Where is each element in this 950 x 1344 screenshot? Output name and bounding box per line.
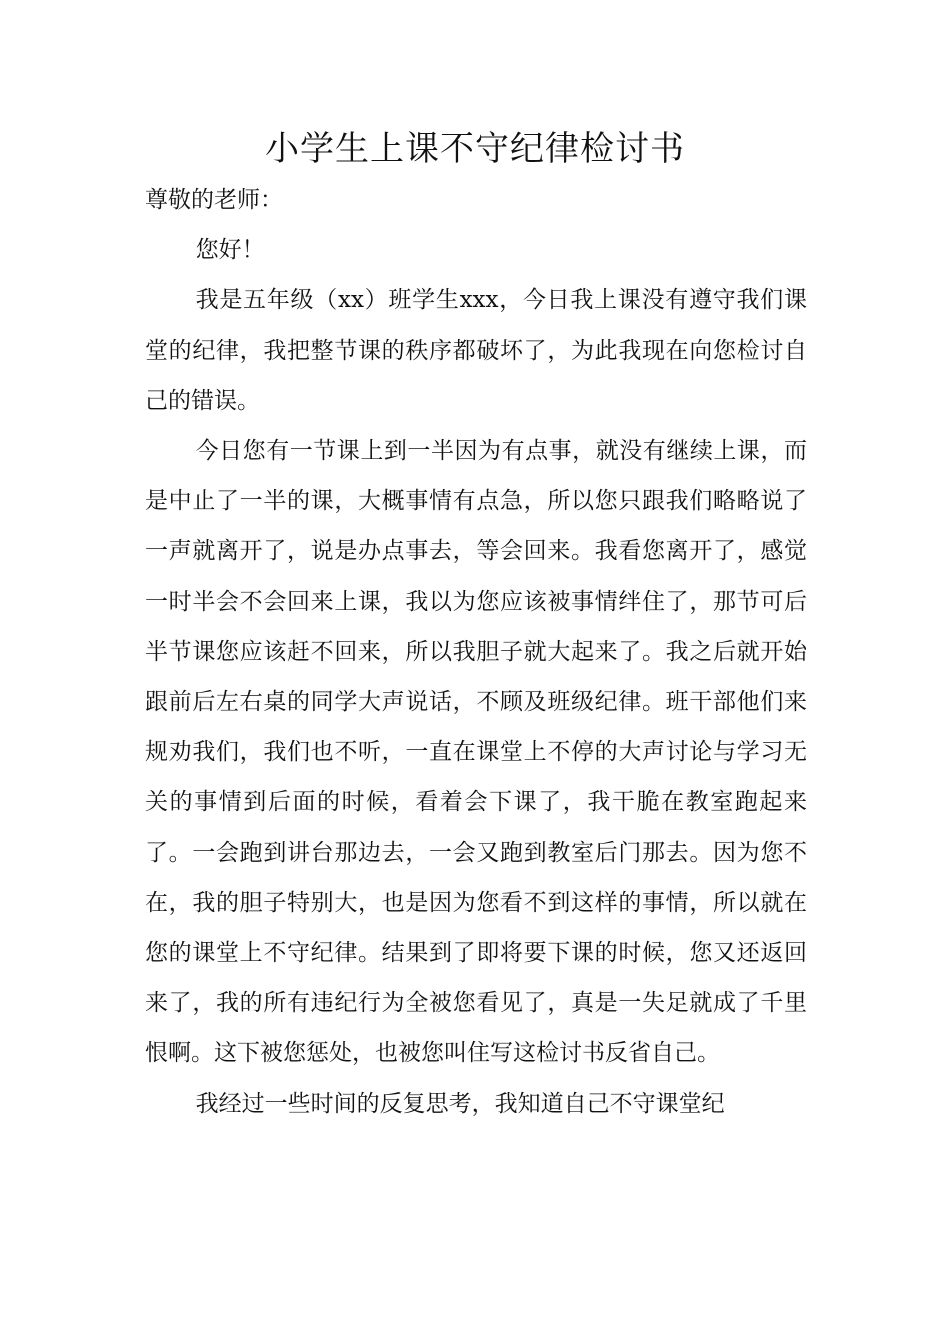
salutation: 尊敬的老师： <box>145 187 283 213</box>
document-title: 小学生上课不守纪律检讨书 <box>265 129 685 169</box>
paragraph-3: 我经过一些时间的反复思考，我知道自己不守课堂纪 <box>195 1090 725 1117</box>
greeting: 您好！ <box>195 237 265 264</box>
document-body <box>145 175 807 1129</box>
paragraph-2: 今日您有一节课上到一半因为有点事，就没有继续上课，而是中止了一半的课，大概事情有点急，所以您只跟我们略略说了一声就离开了，说是办点事去，等会回来。我看您离开了，感觉一时半会不会回来上课，我以为您应该被事情绊住了，那节可后半节课您应该赶不回来，所以我胆子就大起来了。我之后就开始跟前后左右桌的同学大声说话，不顾及班级纪律。班干部他们来规劝我们，我们也不听，一直在课堂上不停的大声讨论与学习无关的事情到后面的时候，看着会下课了，我干脆在教室跑起来了。一会跑到讲台那边去，一会又跑到教室后门那去。因为您不在，我的胆子特别大，也是因为您看不到这样的事情，所以就在您的课堂上不守纪律。结果到了即将要下课的时候，您又还返回来了，我的所有违纪行为全被您看见了，真是一失足就成了千里恨啊。这下被您惩处，也被您叫住写这检讨书反省自己。 <box>145 438 807 1067</box>
paragraph-1: 我是五年级（xx）班学生xxx，今日我上课没有遵守我们课堂的纪律，我把整节课的秩序都破坏了，为此我现在向您检讨自己的错误。 <box>145 287 807 414</box>
